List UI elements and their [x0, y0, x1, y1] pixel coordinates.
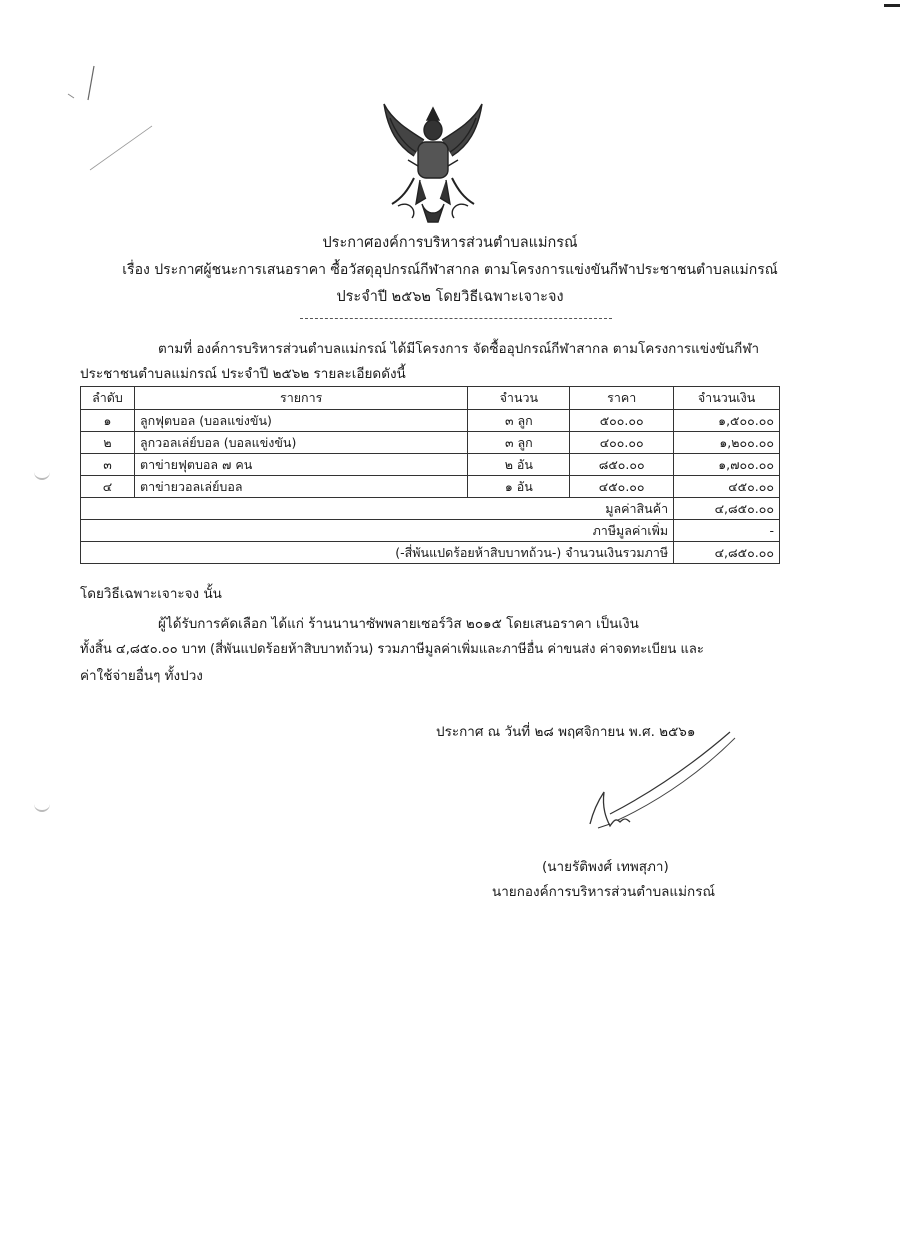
- announcement-subject-line2: ประจำปี ๒๕๖๒ โดยวิธีเฉพาะเจาะจง: [336, 289, 564, 305]
- cell-amount: ๑,๗๐๐.๐๐: [674, 454, 780, 476]
- vat-label: ภาษีมูลค่าเพิ่ม: [81, 520, 674, 542]
- cell-qty: ๒ อัน: [468, 454, 570, 476]
- signature: [580, 728, 750, 838]
- divider: [300, 318, 612, 319]
- announcement-subject: เรื่อง ประกาศผู้ชนะการเสนอราคา ซื้อวัสดุอุปกรณ์กีฬาสากล ตามโครงการแข่งขันกีฬาประชาชนตำบลแม่กรณ์: [122, 262, 778, 278]
- signer-position: นายกองค์การบริหารส่วนตำบลแม่กรณ์: [492, 884, 715, 900]
- punch-hole: [34, 800, 50, 812]
- vat-row: [81, 520, 780, 542]
- pen-mark: [60, 60, 170, 180]
- punch-hole: [34, 468, 50, 480]
- cell-no: ๓: [81, 454, 135, 476]
- cell-qty: ๓ ลูก: [468, 410, 570, 432]
- cell-item: ตาข่ายวอลเล่ย์บอล: [134, 476, 467, 498]
- cell-item: ลูกวอลเล่ย์บอล (บอลแข่งขัน): [134, 432, 467, 454]
- table-row: [81, 432, 780, 454]
- total-row: [81, 542, 780, 564]
- cell-no: ๔: [81, 476, 135, 498]
- signer-name: (นายรัติพงศ์ เทพสุภา): [542, 859, 669, 875]
- items-table: [80, 386, 780, 564]
- table-row: [81, 476, 780, 498]
- table-row: [81, 454, 780, 476]
- vat-value: -: [674, 520, 780, 542]
- cell-amount: ๔๕๐.๐๐: [674, 476, 780, 498]
- announce-date: ประกาศ ณ วันที่ ๒๘ พฤศจิกายน พ.ศ. ๒๕๖๑: [436, 724, 696, 740]
- announcement-title: ประกาศองค์การบริหารส่วนตำบลแม่กรณ์: [322, 235, 578, 251]
- table-row: [81, 410, 780, 432]
- cell-qty: ๓ ลูก: [468, 432, 570, 454]
- total-label: (-สี่พันแปดร้อยห้าสิบบาทถ้วน-) จำนวนเงินรวมภาษี: [81, 542, 674, 564]
- header-item: รายการ: [134, 387, 467, 410]
- garuda-emblem-icon: [378, 100, 488, 225]
- cell-amount: ๑,๒๐๐.๐๐: [674, 432, 780, 454]
- intro-line-2: ประชาชนตำบลแม่กรณ์ ประจำปี ๒๕๖๒ รายละเอียดดังนี้: [80, 366, 406, 382]
- cell-price: ๕๐๐.๐๐: [570, 410, 674, 432]
- subtotal-row: [81, 498, 780, 520]
- winner-line-3: ค่าใช้จ่ายอื่นๆ ทั้งปวง: [80, 668, 203, 684]
- header-price: ราคา: [570, 387, 674, 410]
- winner-line-1: ผู้ได้รับการคัดเลือก ได้แก่ ร้านนานาซัพพลายเซอร์วิส ๒๐๑๕ โดยเสนอราคา เป็นเงิน: [158, 616, 639, 632]
- header-qty: จำนวน: [468, 387, 570, 410]
- cell-price: ๔๕๐.๐๐: [570, 476, 674, 498]
- cell-amount: ๑,๕๐๐.๐๐: [674, 410, 780, 432]
- cell-item: ตาข่ายฟุตบอล ๗ คน: [134, 454, 467, 476]
- method-text: โดยวิธีเฉพาะเจาะจง นั้น: [80, 586, 222, 602]
- cell-price: ๘๕๐.๐๐: [570, 454, 674, 476]
- header-amount: จำนวนเงิน: [674, 387, 780, 410]
- winner-line-2: ทั้งสิ้น ๔,๘๕๐.๐๐ บาท (สี่พันแปดร้อยห้าสิบบาทถ้วน) รวมภาษีมูลค่าเพิ่มและภาษีอื่น ค่าขนส่ง ค่าจดทะเบียน และ: [80, 642, 704, 657]
- cell-no: ๒: [81, 432, 135, 454]
- scan-mark: [884, 4, 900, 7]
- intro-line-1: ตามที่ องค์การบริหารส่วนตำบลแม่กรณ์ ได้มีโครงการ จัดซื้ออุปกรณ์กีฬาสากล ตามโครงการแข่งขันกีฬา: [158, 341, 760, 357]
- cell-no: ๑: [81, 410, 135, 432]
- subtotal-label: มูลค่าสินค้า: [81, 498, 674, 520]
- cell-item: ลูกฟุตบอล (บอลแข่งขัน): [134, 410, 467, 432]
- subtotal-value: ๔,๘๕๐.๐๐: [674, 498, 780, 520]
- header-no: ลำดับ: [81, 387, 135, 410]
- total-value: ๔,๘๕๐.๐๐: [674, 542, 780, 564]
- cell-price: ๔๐๐.๐๐: [570, 432, 674, 454]
- table-header-row: [81, 387, 780, 410]
- cell-qty: ๑ อัน: [468, 476, 570, 498]
